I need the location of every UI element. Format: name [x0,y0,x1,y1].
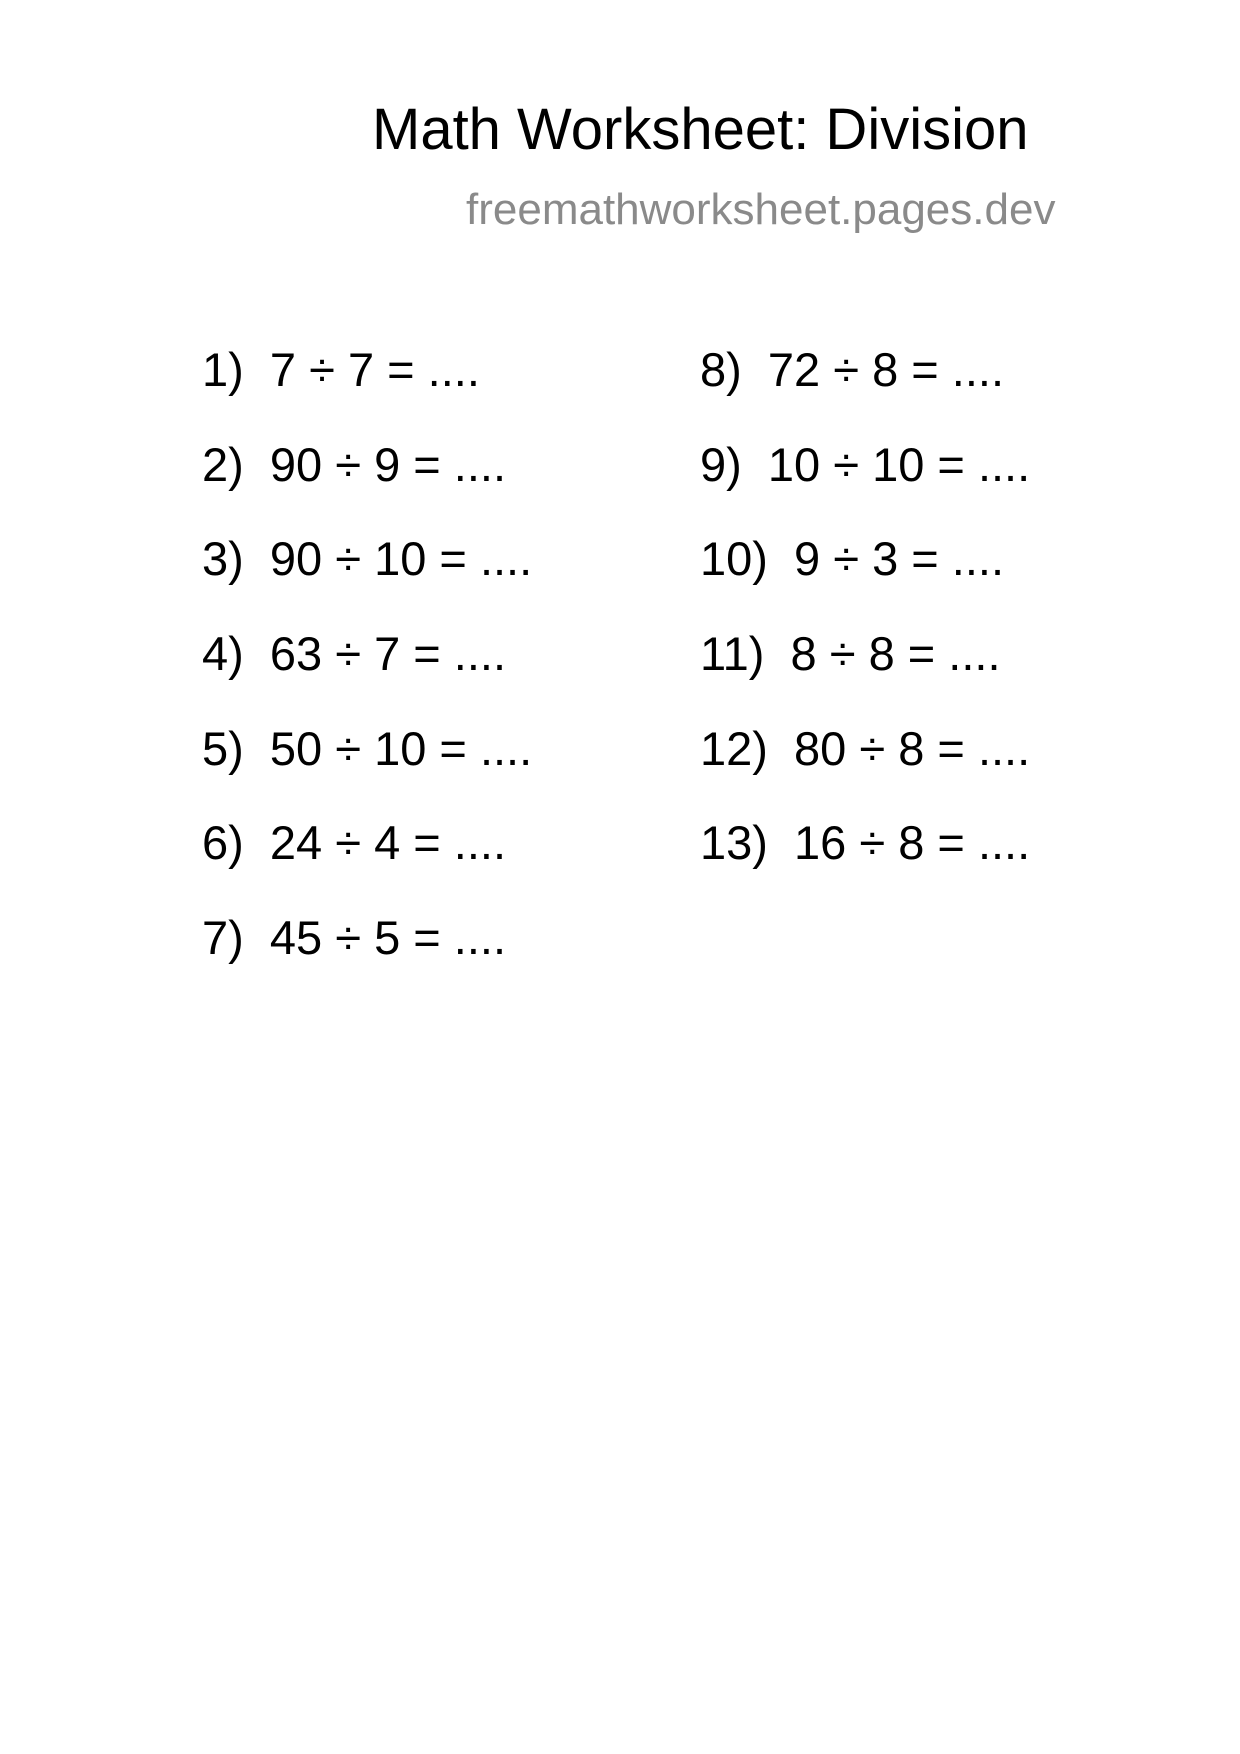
page-title: Math Worksheet: Division [372,97,1029,162]
problem-7: 7) 45 ÷ 5 = .... [202,911,507,965]
problem-3: 3) 90 ÷ 10 = .... [202,532,533,586]
problem-4: 4) 63 ÷ 7 = .... [202,627,507,681]
problems-right-column [700,344,1030,912]
problem-5: 5) 50 ÷ 10 = .... [202,721,533,775]
problem-1: 1) 7 ÷ 7 = .... [202,343,480,396]
problem-6: 6) 24 ÷ 4 = .... [202,816,507,870]
problem-2: 2) 90 ÷ 9 = .... [202,437,507,491]
problem-11: 11) 8 ÷ 8 = .... [700,627,1001,681]
site-url-subtitle: freemathworksheet.pages.dev [466,185,1056,234]
problem-9: 9) 10 ÷ 10 = .... [700,437,1031,491]
problem-13: 13) 16 ÷ 8 = .... [700,816,1031,870]
problem-12: 12) 80 ÷ 8 = .... [700,721,1031,775]
problems-left-column [202,344,532,1007]
problem-10: 10) 9 ÷ 3 = .... [700,532,1005,586]
problem-8: 8) 72 ÷ 8 = .... [700,343,1005,396]
